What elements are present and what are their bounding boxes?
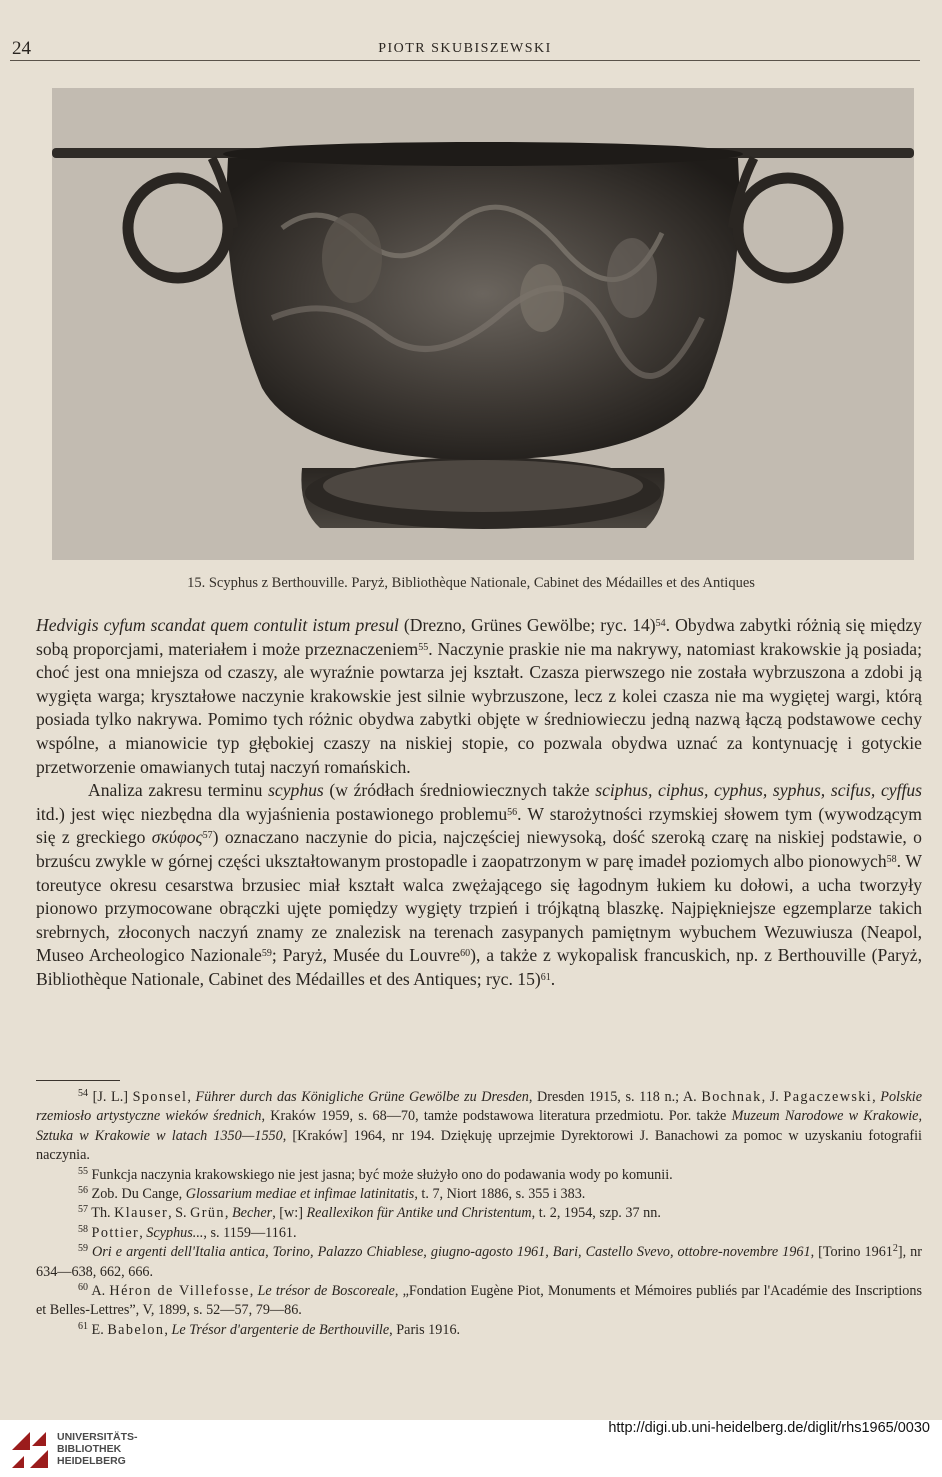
footnote-58: [36, 1224, 922, 1243]
footnote-ref[interactable]: 54: [655, 618, 666, 629]
scyphus-image: [52, 88, 914, 560]
author-name: Pottier: [91, 1224, 140, 1241]
author-name: Sponsel: [132, 1089, 188, 1105]
text-run: ) oznaczano naczynie do picia, najczęściej niewysoką, dość szeroką czarę na niskiej podstawie, o brzuścu zwykle w górnej części ukształtowanym prostopadle i zaopatrzonym w parę imadeł poziomych albo pionowych: [36, 827, 922, 871]
footnote-number: 55: [78, 1165, 88, 1177]
library-name-line: UNIVERSITÄTS-: [57, 1431, 138, 1443]
text-run: , [Kraków] 1964, nr 194. Dziękuję uprzejmie Dyrektorowi J. Banachowi za pomoc w uzyskaniu fotografii naczynia.: [36, 1127, 923, 1164]
library-name-line: HEIDELBERG: [57, 1455, 126, 1467]
text-run: , Paris 1916.: [389, 1321, 461, 1338]
footnote-number: 59: [78, 1243, 88, 1255]
text-run: ,: [224, 1205, 233, 1222]
library-name: [57, 1431, 138, 1467]
term-variants: sciphus, ciphus, cyphus, syphus, scifus, cyffus: [595, 780, 922, 801]
footnote-59: [36, 1243, 922, 1282]
paragraph-1: [36, 614, 922, 779]
source-url-link[interactable]: http://digi.ub.uni-heidelberg.de/diglit/rhs1965/0030: [608, 1420, 930, 1436]
text-run: Th.: [91, 1205, 115, 1222]
text-run: ], nr 634—638, 662, 666.: [36, 1244, 923, 1280]
term-italic: scyphus: [268, 780, 324, 801]
edition-superscript: 2: [892, 1243, 898, 1255]
footnote-number: 58: [78, 1223, 88, 1235]
text-run: . W starożytności rzymskiej słowem tym (wywodzącym się z greckiego: [36, 803, 922, 848]
running-title: PIOTR SKUBISZEWSKI: [378, 41, 552, 56]
work-title: Ori e argenti dell'Italia antica, Torino, Palazzo Chiablese, giugno-agosto 1961, Bari, Castello Svevo, ottobre-novembre 1961: [92, 1244, 811, 1261]
text-run: ,: [187, 1089, 196, 1105]
work-title: Becher: [232, 1205, 273, 1222]
library-footer: [0, 1420, 942, 1477]
text-run: .: [550, 968, 556, 989]
author-name: Grün: [190, 1205, 225, 1222]
text-run: ), a także z wykopalisk francuskich, np. z Berthouville (Paryż, Bibliothèque Nationale, Cabinet des Médailles et des Antiques; ryc. 15): [36, 945, 922, 989]
footnote-56: [36, 1185, 922, 1204]
footnote-60: [36, 1282, 922, 1321]
text-run: E.: [91, 1321, 108, 1338]
work-title: Scyphus...: [146, 1224, 204, 1241]
footnote-number: 56: [78, 1185, 88, 1197]
latin-inscription: Hedvigis cyfum scandat quem contulit istum presul: [36, 615, 399, 635]
footnote-ref[interactable]: 61: [540, 971, 551, 983]
footnote-number: 61: [78, 1320, 88, 1332]
page-header: [10, 38, 920, 61]
library-logo-icon: [10, 1428, 50, 1472]
text-run: , [w:]: [272, 1205, 307, 1222]
footnote-separator: [36, 1080, 120, 1081]
text-run: (Drezno, Grünes Gewölbe; ryc. 14): [398, 615, 656, 635]
footnote-ref[interactable]: 56: [507, 806, 518, 818]
text-run: , [Torino 1961: [810, 1244, 893, 1261]
text-run: [J. L.]: [92, 1089, 133, 1105]
text-run: ,: [249, 1283, 258, 1300]
author-name: Pagaczewski: [783, 1089, 873, 1105]
work-title: Le Trésor d'argenterie de Berthouville: [171, 1321, 390, 1338]
footnote-ref[interactable]: 60: [460, 948, 471, 960]
footnotes: [36, 1088, 922, 1340]
text-run: A.: [91, 1283, 110, 1300]
footnote-57: [36, 1204, 922, 1223]
text-run: Funkcja naczynia krakowskiego nie jest jasna; być może służyło ono do podawania wody po komunii.: [91, 1166, 673, 1183]
main-text: [36, 614, 922, 992]
footnote-54: [36, 1088, 922, 1166]
text-run: , Dresden 1915, s. 118 n.; A.: [528, 1089, 702, 1105]
text-run: . Obydwa zabytki różnią się między sobą proporcjami, materiałem i może przeznaczeniem: [36, 615, 922, 659]
work-title: Reallexikon für Antike und Christentum: [306, 1205, 532, 1222]
text-run: ; Paryż, Musée du Louvre: [271, 945, 461, 966]
library-name-line: BIBLIOTHEK: [57, 1443, 122, 1455]
author-name: Héron de Villefosse: [109, 1283, 250, 1300]
footnote-ref[interactable]: 55: [418, 641, 429, 653]
author-name: Klauser: [114, 1205, 169, 1222]
work-title: Glossarium mediae et infimae latinitatis: [185, 1186, 415, 1203]
page-number: 24: [12, 38, 31, 59]
work-title: Muzeum Narodowe w Krakowie, Sztuka w Krakowie w latach 1350—1550: [36, 1108, 922, 1144]
footnote-number: 54: [78, 1088, 88, 1099]
paragraph-2: [36, 779, 922, 991]
text-run: . Naczynie praskie nie ma nakrywy, natomiast krakowskie ją posiada; choć jest ona mniejsza od czaszy, ale wyraźnie powtarza jej kształt. Czasza pierwszego nie została wybrzuszona a zdobi ją wygięta warga; kryształowe naczynie krakowskie jest silnie wybrzuszone, lecz z kolei czasza nie ma wygiętej wargi, którą posiada tylko nakrywa. Pomimo tych różnic obydwa zabytki objęte w średniowieczu jedną nazwą łączą podstawowe cechy wspólne, a mianowicie typ głębokiej czaszy na niskiej stopie, co pozwala obydwa uznać za kontynuację i gotyckie przetworzenie omawianych tutaj naczyń romańskich.: [36, 638, 922, 777]
footnote-ref[interactable]: 58: [886, 853, 897, 865]
text-run: , S.: [168, 1205, 191, 1222]
scyphus-photograph: [52, 88, 914, 560]
footnote-number: 60: [78, 1282, 88, 1294]
work-title: Polskie rzemiosło artystyczne wieków średnich: [36, 1089, 923, 1125]
footnote-ref[interactable]: 57: [202, 830, 213, 842]
work-title: Führer durch das Königliche Grüne Gewölbe zu Dresden: [195, 1089, 529, 1105]
footnote-55: [36, 1166, 922, 1185]
text-run: ,: [872, 1089, 881, 1105]
author-name: Bochnak: [701, 1089, 762, 1105]
footnote-ref[interactable]: 59: [261, 948, 272, 960]
footnote-number: 57: [78, 1204, 88, 1216]
text-run: Zob. Du Cange,: [91, 1186, 186, 1203]
text-run: , J.: [761, 1089, 784, 1105]
text-run: ,: [164, 1321, 172, 1338]
text-run: itd.) jest więc niezbędna dla wyjaśnienia postawionego problemu: [36, 803, 508, 824]
text-run: ,: [139, 1224, 147, 1241]
text-run: , t. 7, Niort 1886, s. 355 i 383.: [414, 1186, 586, 1203]
text-run: . W toreutyce okresu cesarstwa brzusiec miał kształt walca zwężającego się łagodnym łukiem ku dołowi, a ucha tworzyły pionowo przymocowane obrączki ujęte pomiędzy wygięty trzpień i trójkątną blaszkę. Najpiękniejsze egzemplarze takich srebrnych, złoconych naczyń znamy ze znalezisk na terenach zasypanych pamiętnym wybuchem Wezuwiusza (Neapol, Museo Archeologico Nazionale: [36, 850, 922, 966]
text-run: Analiza zakresu terminu: [88, 780, 269, 801]
text-run: , Kraków 1959, s. 68—70, tamże podstawowa literatura przedmiotu. Por. także: [261, 1108, 732, 1125]
text-run: , „Fondation Eugène Piot, Monuments et Mémoires publiés par l'Académie des Inscriptions et Belles-Lettres”, V, 1899, s. 52—57, 79—86.: [36, 1283, 922, 1319]
text-run: , t. 2, 1954, szp. 37 nn.: [531, 1205, 661, 1222]
work-title: Le trésor de Boscoreale: [257, 1283, 395, 1300]
author-name: Babelon: [107, 1321, 165, 1338]
footnote-61: [36, 1321, 922, 1340]
greek-term: σκύφος: [151, 827, 203, 848]
text-run: (w źródłach średniowiecznych także: [323, 780, 596, 801]
figure-caption: 15. Scyphus z Berthouville. Paryż, Bibliothèque Nationale, Cabinet des Médailles et des Antiques: [187, 575, 755, 591]
text-run: , s. 1159—1161.: [203, 1224, 297, 1241]
